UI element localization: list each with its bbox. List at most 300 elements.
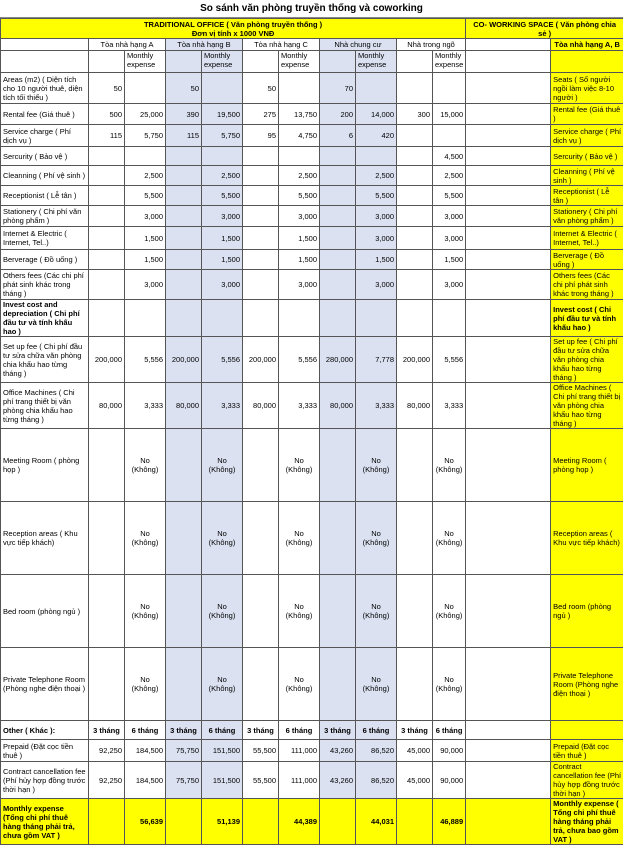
table-row: [1, 270, 623, 300]
blank-cell[interactable]: [397, 502, 433, 575]
value-cell[interactable]: 55,500: [243, 762, 279, 799]
value-cell[interactable]: [320, 147, 356, 166]
blank-cell[interactable]: [125, 300, 166, 337]
value-cell[interactable]: 3 tháng: [89, 721, 125, 740]
value-cell[interactable]: 7,778: [356, 337, 397, 383]
row-label[interactable]: Cleanning ( Phí vệ sinh ): [1, 166, 89, 186]
spacer-cell[interactable]: [466, 250, 551, 270]
value-cell[interactable]: 3,000: [356, 227, 397, 250]
blank-cell[interactable]: [320, 799, 356, 845]
blank-cell[interactable]: [166, 429, 202, 502]
value-cell[interactable]: No (Không): [202, 575, 243, 648]
blank-cell[interactable]: [397, 51, 433, 73]
monthly-expense-label[interactable]: Monthly expense: [125, 51, 166, 73]
value-cell[interactable]: 1,500: [202, 227, 243, 250]
spacer-cell[interactable]: [466, 799, 551, 845]
blank-cell[interactable]: [320, 575, 356, 648]
value-cell[interactable]: 3,000: [125, 206, 166, 227]
value-cell[interactable]: 13,750: [279, 104, 320, 125]
blank-cell[interactable]: [166, 502, 202, 575]
spacer-cell[interactable]: [466, 125, 551, 147]
value-cell[interactable]: 6 tháng: [433, 721, 466, 740]
value-cell[interactable]: [89, 227, 125, 250]
value-cell[interactable]: 500: [89, 104, 125, 125]
value-cell[interactable]: [320, 206, 356, 227]
value-cell[interactable]: [243, 166, 279, 186]
value-cell[interactable]: No (Không): [279, 648, 320, 721]
value-cell[interactable]: [320, 250, 356, 270]
value-cell[interactable]: 45,000: [397, 762, 433, 799]
coworking-label[interactable]: Service charge ( Phí dịch vụ ): [551, 125, 623, 147]
row-label[interactable]: Set up fee ( Chi phí đầu tư sửa chữa văn phòng chia khấu hao từng tháng ): [1, 337, 89, 383]
traditional-header[interactable]: [1, 19, 466, 39]
value-cell[interactable]: 90,000: [433, 762, 466, 799]
value-cell[interactable]: 300: [397, 104, 433, 125]
blank-cell[interactable]: [243, 502, 279, 575]
value-cell[interactable]: [166, 227, 202, 250]
value-cell[interactable]: [89, 206, 125, 227]
spacer-cell[interactable]: [466, 147, 551, 166]
value-cell[interactable]: 1,500: [279, 227, 320, 250]
value-cell[interactable]: No (Không): [279, 575, 320, 648]
coworking-label[interactable]: Sercurity ( Bảo vệ ): [551, 147, 623, 166]
value-cell[interactable]: 3,000: [279, 270, 320, 300]
spacer-cell[interactable]: [466, 166, 551, 186]
blank-cell[interactable]: [89, 429, 125, 502]
blank-cell[interactable]: [397, 799, 433, 845]
value-cell[interactable]: [397, 206, 433, 227]
value-cell[interactable]: No (Không): [433, 575, 466, 648]
value-cell[interactable]: 15,000: [433, 104, 466, 125]
coworking-label[interactable]: Monthly expense ( Tổng chi phí thuê hàng tháng phải trả, chưa bao gồm VAT ): [551, 799, 623, 845]
value-cell[interactable]: 6 tháng: [125, 721, 166, 740]
value-cell[interactable]: 92,250: [89, 740, 125, 762]
row-label[interactable]: Reception areas ( Khu vực tiếp khách): [1, 502, 89, 575]
row-label[interactable]: Others fees (Các chi phí phát sinh khác trong tháng ): [1, 270, 89, 300]
blank-cell[interactable]: [320, 502, 356, 575]
value-cell[interactable]: [320, 270, 356, 300]
spacer-cell[interactable]: [466, 762, 551, 799]
value-cell[interactable]: 25,000: [125, 104, 166, 125]
value-cell[interactable]: No (Không): [202, 648, 243, 721]
value-cell[interactable]: 3,000: [279, 206, 320, 227]
coworking-label[interactable]: Receptionist ( Lễ tân ): [551, 186, 623, 206]
value-cell[interactable]: 1,500: [125, 227, 166, 250]
value-cell[interactable]: No (Không): [356, 502, 397, 575]
value-cell[interactable]: No (Không): [202, 502, 243, 575]
value-cell[interactable]: 1,500: [202, 250, 243, 270]
spacer-cell[interactable]: [466, 300, 551, 337]
spacer-cell[interactable]: [466, 206, 551, 227]
total-value[interactable]: 51,139: [202, 799, 243, 845]
spacer-cell[interactable]: [466, 186, 551, 206]
table-row: [1, 51, 623, 73]
blank-cell[interactable]: [551, 51, 623, 73]
building-header[interactable]: Tòa nhà hạng C: [243, 39, 320, 51]
value-cell[interactable]: 5,556: [202, 337, 243, 383]
value-cell[interactable]: 5,500: [125, 186, 166, 206]
total-label[interactable]: Monthly expense (Tổng chi phí thuê hàng tháng phải trả, chưa gồm VAT ): [1, 799, 89, 845]
value-cell[interactable]: 5,556: [125, 337, 166, 383]
value-cell[interactable]: [202, 147, 243, 166]
blank-cell[interactable]: [243, 429, 279, 502]
blank-cell[interactable]: [320, 429, 356, 502]
value-cell[interactable]: No (Không): [125, 502, 166, 575]
value-cell[interactable]: 3 tháng: [320, 721, 356, 740]
value-cell[interactable]: 390: [166, 104, 202, 125]
value-cell[interactable]: [279, 147, 320, 166]
building-header[interactable]: Tòa nhà hạng A: [89, 39, 166, 51]
value-cell[interactable]: 3,333: [356, 383, 397, 429]
value-cell[interactable]: 45,000: [397, 740, 433, 762]
value-cell[interactable]: No (Không): [433, 502, 466, 575]
blank-cell[interactable]: [89, 51, 125, 73]
blank-cell[interactable]: [243, 300, 279, 337]
blank-cell[interactable]: [243, 51, 279, 73]
coworking-label[interactable]: Cleanning ( Phí vệ sinh ): [551, 166, 623, 186]
value-cell[interactable]: 2,500: [433, 166, 466, 186]
value-cell[interactable]: 200,000: [397, 337, 433, 383]
row-label[interactable]: Berverage ( Đồ uống ): [1, 250, 89, 270]
value-cell[interactable]: [243, 227, 279, 250]
value-cell[interactable]: 1,500: [279, 250, 320, 270]
table-row: [1, 250, 623, 270]
value-cell[interactable]: 2,500: [125, 166, 166, 186]
value-cell[interactable]: [166, 147, 202, 166]
value-cell[interactable]: [279, 73, 320, 104]
value-cell[interactable]: [89, 147, 125, 166]
value-cell[interactable]: No (Không): [356, 429, 397, 502]
value-cell[interactable]: 50: [243, 73, 279, 104]
blank-cell[interactable]: [243, 575, 279, 648]
value-cell[interactable]: No (Không): [125, 429, 166, 502]
spacer-cell[interactable]: [466, 337, 551, 383]
value-cell[interactable]: 200,000: [89, 337, 125, 383]
value-cell[interactable]: [166, 166, 202, 186]
value-cell[interactable]: [320, 186, 356, 206]
value-cell[interactable]: [397, 227, 433, 250]
blank-cell[interactable]: [166, 575, 202, 648]
row-label[interactable]: Receptionist ( Lễ tân ): [1, 186, 89, 206]
table-row: [1, 337, 623, 383]
value-cell[interactable]: 19,500: [202, 104, 243, 125]
blank-cell[interactable]: [166, 300, 202, 337]
value-cell[interactable]: No (Không): [279, 502, 320, 575]
value-cell[interactable]: [397, 270, 433, 300]
value-cell[interactable]: [166, 250, 202, 270]
blank-cell[interactable]: [279, 300, 320, 337]
value-cell[interactable]: [243, 186, 279, 206]
blank-cell[interactable]: [397, 648, 433, 721]
value-cell[interactable]: 5,556: [433, 337, 466, 383]
blank-cell[interactable]: [166, 51, 202, 73]
value-cell[interactable]: [89, 270, 125, 300]
value-cell[interactable]: 70: [320, 73, 356, 104]
value-cell[interactable]: 151,500: [202, 762, 243, 799]
value-cell[interactable]: 5,500: [279, 186, 320, 206]
total-value[interactable]: 44,389: [279, 799, 320, 845]
value-cell[interactable]: [89, 250, 125, 270]
value-cell[interactable]: 2,500: [279, 166, 320, 186]
blank-cell[interactable]: [397, 429, 433, 502]
value-cell[interactable]: 5,500: [202, 186, 243, 206]
value-cell[interactable]: [356, 73, 397, 104]
value-cell[interactable]: 80,000: [320, 383, 356, 429]
value-cell[interactable]: No (Không): [356, 575, 397, 648]
monthly-expense-label[interactable]: Monthly expense: [202, 51, 243, 73]
value-cell[interactable]: 55,500: [243, 740, 279, 762]
row-label[interactable]: Contract cancellation fee (Phí hủy hợp đồng trước thời hạn ): [1, 762, 89, 799]
value-cell[interactable]: 184,500: [125, 740, 166, 762]
value-cell[interactable]: [243, 250, 279, 270]
value-cell[interactable]: 275: [243, 104, 279, 125]
monthly-expense-label[interactable]: Monthly expense: [356, 51, 397, 73]
coworking-header[interactable]: CO- WORKING SPACE ( Văn phòng chia sẻ ): [466, 19, 623, 39]
coworking-label[interactable]: Meeting Room ( phòng họp ): [551, 429, 623, 502]
spacer-cell[interactable]: [466, 383, 551, 429]
coworking-label[interactable]: Rental fee (Giá thuê ): [551, 104, 623, 125]
coworking-label[interactable]: Reception areas ( Khu vực tiếp khách): [551, 502, 623, 575]
value-cell[interactable]: 1,500: [433, 250, 466, 270]
value-cell[interactable]: 420: [356, 125, 397, 147]
value-cell[interactable]: 3,333: [279, 383, 320, 429]
value-cell[interactable]: [89, 186, 125, 206]
value-cell[interactable]: 184,500: [125, 762, 166, 799]
value-cell[interactable]: 5,500: [433, 186, 466, 206]
spacer-cell[interactable]: [466, 270, 551, 300]
spacer-cell[interactable]: [466, 51, 551, 73]
value-cell[interactable]: 151,500: [202, 740, 243, 762]
value-cell[interactable]: 3 tháng: [243, 721, 279, 740]
coworking-label[interactable]: Internet & Electric ( Internet, Tel..): [551, 227, 623, 250]
value-cell[interactable]: [166, 270, 202, 300]
value-cell[interactable]: 5,750: [125, 125, 166, 147]
value-cell[interactable]: [433, 125, 466, 147]
value-cell[interactable]: 50: [166, 73, 202, 104]
value-cell[interactable]: [397, 73, 433, 104]
value-cell[interactable]: [397, 166, 433, 186]
value-cell[interactable]: 200,000: [243, 337, 279, 383]
value-cell[interactable]: 5,750: [202, 125, 243, 147]
coworking-label[interactable]: Prepaid (Đặt cọc tiền thuê ): [551, 740, 623, 762]
coworking-label[interactable]: Stationery ( Chi phí văn phòng phẩm ): [551, 206, 623, 227]
value-cell[interactable]: No (Không): [279, 429, 320, 502]
spacer-cell[interactable]: [466, 502, 551, 575]
value-cell[interactable]: 80,000: [397, 383, 433, 429]
value-cell[interactable]: 6: [320, 125, 356, 147]
blank-cell[interactable]: [89, 799, 125, 845]
value-cell[interactable]: [202, 73, 243, 104]
spacer-cell[interactable]: [466, 39, 551, 51]
value-cell[interactable]: 3,000: [433, 270, 466, 300]
coworking-building[interactable]: Tòa nhà hạng A, B: [551, 39, 623, 51]
value-cell[interactable]: 3,333: [433, 383, 466, 429]
blank-cell[interactable]: [320, 300, 356, 337]
value-cell[interactable]: 5,500: [356, 186, 397, 206]
value-cell[interactable]: No (Không): [433, 429, 466, 502]
value-cell[interactable]: 6 tháng: [279, 721, 320, 740]
value-cell[interactable]: [397, 186, 433, 206]
value-cell[interactable]: 3,333: [125, 383, 166, 429]
value-cell[interactable]: 43,260: [320, 762, 356, 799]
coworking-label[interactable]: Set up fee ( Chi phí đầu tư sửa chữa văn phòng chia khấu hao từng tháng ): [551, 337, 623, 383]
blank-cell[interactable]: [356, 300, 397, 337]
value-cell[interactable]: 5,556: [279, 337, 320, 383]
value-cell[interactable]: [166, 206, 202, 227]
coworking-label[interactable]: Contract cancellation fee (Phí hủy hợp đồng trước thời hạn ): [551, 762, 623, 799]
blank-cell[interactable]: [320, 648, 356, 721]
value-cell[interactable]: [397, 250, 433, 270]
coworking-label[interactable]: Office Machines ( Chi phí trang thiết bị văn phòng chia khấu hao từng tháng ): [551, 383, 623, 429]
blank-cell[interactable]: [551, 721, 623, 740]
value-cell[interactable]: 280,000: [320, 337, 356, 383]
monthly-expense-label[interactable]: Monthly expense: [279, 51, 320, 73]
value-cell[interactable]: 3,333: [202, 383, 243, 429]
blank-cell[interactable]: [433, 300, 466, 337]
value-cell[interactable]: 80,000: [166, 383, 202, 429]
value-cell[interactable]: 4,500: [433, 147, 466, 166]
blank-cell[interactable]: [397, 300, 433, 337]
value-cell[interactable]: [243, 270, 279, 300]
value-cell[interactable]: 3,000: [356, 206, 397, 227]
total-value[interactable]: 44,031: [356, 799, 397, 845]
blank-cell[interactable]: [243, 648, 279, 721]
spacer-cell[interactable]: [466, 429, 551, 502]
coworking-label[interactable]: Private Telephone Room (Phòng nghe điện thoại ): [551, 648, 623, 721]
row-label[interactable]: Internet & Electric ( Internet, Tel..): [1, 227, 89, 250]
value-cell[interactable]: 75,750: [166, 762, 202, 799]
value-cell[interactable]: 3 tháng: [166, 721, 202, 740]
invest-cowork[interactable]: Invest cost ( Chi phí đầu tư và tính khấu hao ): [551, 300, 623, 337]
value-cell[interactable]: [356, 147, 397, 166]
row-label[interactable]: Office Machines ( Chi phí trang thiết bị văn phòng chia khấu hao từng tháng ): [1, 383, 89, 429]
value-cell[interactable]: 80,000: [243, 383, 279, 429]
value-cell[interactable]: [433, 73, 466, 104]
value-cell[interactable]: 3,000: [125, 270, 166, 300]
building-header[interactable]: Nhà chung cư: [320, 39, 397, 51]
value-cell[interactable]: No (Không): [202, 429, 243, 502]
spacer-cell[interactable]: [466, 73, 551, 104]
value-cell[interactable]: No (Không): [125, 648, 166, 721]
row-label[interactable]: Bed room (phòng ngủ ): [1, 575, 89, 648]
row-label[interactable]: Prepaid (Đặt cọc tiền thuê ): [1, 740, 89, 762]
value-cell[interactable]: [89, 166, 125, 186]
spacer-cell[interactable]: [466, 740, 551, 762]
coworking-label[interactable]: Bed room (phòng ngủ ): [551, 575, 623, 648]
value-cell[interactable]: [320, 227, 356, 250]
value-cell[interactable]: 92,250: [89, 762, 125, 799]
value-cell[interactable]: 3,000: [433, 227, 466, 250]
value-cell[interactable]: 3 tháng: [397, 721, 433, 740]
row-label[interactable]: Stationery ( Chi phí văn phòng phẩm ): [1, 206, 89, 227]
coworking-label[interactable]: Others fees (Các chi phí phát sinh khác trong tháng ): [551, 270, 623, 300]
total-value[interactable]: 56,639: [125, 799, 166, 845]
value-cell[interactable]: 90,000: [433, 740, 466, 762]
coworking-label[interactable]: Seats ( Số người ngồi làm việc 8-10 người ): [551, 73, 623, 104]
value-cell[interactable]: 111,000: [279, 762, 320, 799]
value-cell[interactable]: 115: [89, 125, 125, 147]
coworking-label[interactable]: Berverage ( Đồ uống ): [551, 250, 623, 270]
spacer-cell[interactable]: [466, 575, 551, 648]
value-cell[interactable]: 200: [320, 104, 356, 125]
value-cell[interactable]: [243, 206, 279, 227]
spacer-cell[interactable]: [466, 648, 551, 721]
value-cell[interactable]: [166, 186, 202, 206]
value-cell[interactable]: 43,260: [320, 740, 356, 762]
value-cell[interactable]: 95: [243, 125, 279, 147]
value-cell[interactable]: [397, 147, 433, 166]
value-cell[interactable]: 6 tháng: [356, 721, 397, 740]
value-cell[interactable]: 3,000: [202, 206, 243, 227]
value-cell[interactable]: 86,520: [356, 762, 397, 799]
corner-cell[interactable]: [1, 39, 89, 51]
blank-cell[interactable]: [202, 300, 243, 337]
row-label[interactable]: Other ( Khác ):: [1, 721, 89, 740]
monthly-expense-label[interactable]: Monthly expense: [433, 51, 466, 73]
row-label[interactable]: Meeting Room ( phòng họp ): [1, 429, 89, 502]
blank-cell[interactable]: [89, 575, 125, 648]
value-cell[interactable]: No (Không): [433, 648, 466, 721]
building-header[interactable]: Nhà trong ngõ: [397, 39, 466, 51]
blank-cell[interactable]: [320, 51, 356, 73]
row-label[interactable]: Rental fee (Giá thuê ): [1, 104, 89, 125]
value-cell[interactable]: 50: [89, 73, 125, 104]
invest-label[interactable]: Invest cost and depreciation ( Chi phí đầu tư và tính khấu hao ): [1, 300, 89, 337]
value-cell[interactable]: [125, 73, 166, 104]
value-cell[interactable]: No (Không): [356, 648, 397, 721]
value-cell[interactable]: [243, 147, 279, 166]
value-cell[interactable]: 80,000: [89, 383, 125, 429]
value-cell[interactable]: 75,750: [166, 740, 202, 762]
value-cell[interactable]: [125, 147, 166, 166]
total-value[interactable]: 46,889: [433, 799, 466, 845]
blank-cell[interactable]: [1, 51, 89, 73]
blank-cell[interactable]: [89, 300, 125, 337]
value-cell[interactable]: 14,000: [356, 104, 397, 125]
blank-cell[interactable]: [166, 648, 202, 721]
spacer-cell[interactable]: [466, 227, 551, 250]
value-cell[interactable]: [320, 166, 356, 186]
value-cell[interactable]: 86,520: [356, 740, 397, 762]
value-cell[interactable]: 200,000: [166, 337, 202, 383]
blank-cell[interactable]: [243, 799, 279, 845]
spacer-cell[interactable]: [466, 721, 551, 740]
value-cell[interactable]: 6 tháng: [202, 721, 243, 740]
value-cell[interactable]: No (Không): [125, 575, 166, 648]
blank-cell[interactable]: [89, 648, 125, 721]
value-cell[interactable]: 3,000: [433, 206, 466, 227]
row-label[interactable]: Sercurity ( Bảo vệ ): [1, 147, 89, 166]
row-label[interactable]: Service charge ( Phí dịch vụ ): [1, 125, 89, 147]
value-cell[interactable]: 111,000: [279, 740, 320, 762]
building-header[interactable]: Tòa nhà hạng B: [166, 39, 243, 51]
row-label[interactable]: Areas (m2) ( Diện tích cho 10 người thuê, diện tích tối thiểu ): [1, 73, 89, 104]
blank-cell[interactable]: [397, 575, 433, 648]
value-cell[interactable]: 1,500: [356, 250, 397, 270]
value-cell[interactable]: 1,500: [125, 250, 166, 270]
spacer-cell[interactable]: [466, 104, 551, 125]
value-cell[interactable]: 4,750: [279, 125, 320, 147]
value-cell[interactable]: 2,500: [202, 166, 243, 186]
value-cell[interactable]: 3,000: [356, 270, 397, 300]
value-cell[interactable]: 115: [166, 125, 202, 147]
value-cell[interactable]: 2,500: [356, 166, 397, 186]
blank-cell[interactable]: [89, 502, 125, 575]
row-label[interactable]: Private Telephone Room (Phòng nghe điện thoại ): [1, 648, 89, 721]
value-cell[interactable]: [397, 125, 433, 147]
blank-cell[interactable]: [166, 799, 202, 845]
value-cell[interactable]: 3,000: [202, 270, 243, 300]
